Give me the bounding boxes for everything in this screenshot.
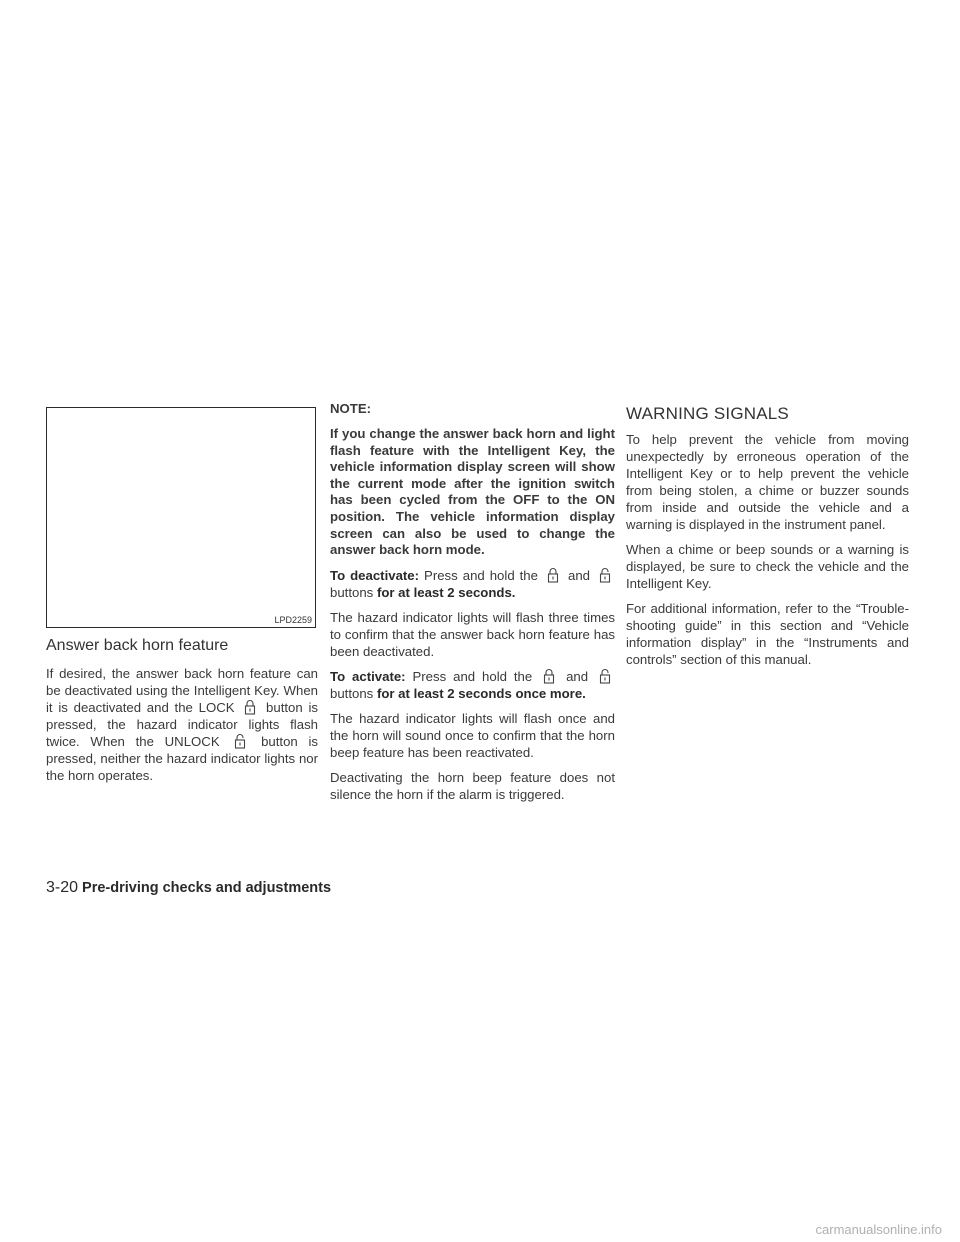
footer-section-title: Pre-driving checks and adjustments — [82, 880, 332, 896]
section-title-warning-signals: WARNING SIGNALS — [626, 404, 789, 423]
alarm-note: Deactivating the horn beep feature does not silence the horn if the alarm is triggered. — [330, 769, 615, 802]
lock-icon — [242, 699, 258, 715]
unlock-icon — [232, 733, 248, 749]
note-body: If you change the answer back horn and light flash feature with the Intelligent Key, the vehicle information display screen will show the current mode after the ignition switch has been cycled from the OFF to the ON position. The vehicle information display screen can also be used to change the answer back horn mode. — [330, 426, 615, 558]
figure-box — [46, 407, 316, 628]
column-3 — [626, 404, 909, 676]
warning-paragraph-1: To help prevent the vehicle from moving unexpectedly by erroneous operation of the Intelligent Key or to help prevent the vehicle from being stolen, a chime or buzzer sounds from inside and outside the vehicle and a warning is displayed in the instrument panel. — [626, 432, 909, 532]
section-title-answer-back: Answer back horn feature — [46, 637, 229, 654]
column-2 — [330, 400, 615, 811]
page-number: 3-20 — [46, 879, 79, 896]
page-footer — [46, 878, 331, 898]
lock-icon — [545, 567, 561, 583]
answer-back-paragraph: If desired, the answer back horn feature can be deactivated using the Intelligent Key. When it is deactivated and the LOCK button is pressed, the hazard indicator lights flash twice. When the UNLOCK button is pressed, neither the hazard indicator lights nor the horn operates. — [46, 666, 319, 783]
column-1 — [46, 407, 318, 792]
deactivate-instruction: To deactivate: Press and hold the and buttons for at least 2 seconds. — [330, 567, 615, 601]
warning-paragraph-2: When a chime or beep sounds or a warning is displayed, be sure to check the vehicle and the Intelligent Key. — [626, 542, 909, 591]
note-title: NOTE: — [330, 401, 372, 416]
activate-result: The hazard indicator lights will flash once and the horn will sound once to confirm that the horn beep feature has been reactivated. — [330, 710, 615, 760]
unlock-icon — [597, 567, 613, 583]
warning-paragraph-3: For additional information, refer to the “Trouble-shooting guide” in this section and “Vehicle information display” in the “Instruments and controls” section of this manual. — [626, 601, 909, 667]
figure-id: LPD2259 — [274, 615, 312, 625]
activate-instruction: To activate: Press and hold the and buttons for at least 2 seconds once more. — [330, 668, 615, 702]
lock-icon — [541, 668, 557, 684]
unlock-icon — [597, 668, 613, 684]
deactivate-result: The hazard indicator lights will flash three times to confirm that the answer back horn feature has been deactivated. — [330, 609, 615, 659]
watermark: carmanualsonline.info — [815, 1222, 942, 1237]
